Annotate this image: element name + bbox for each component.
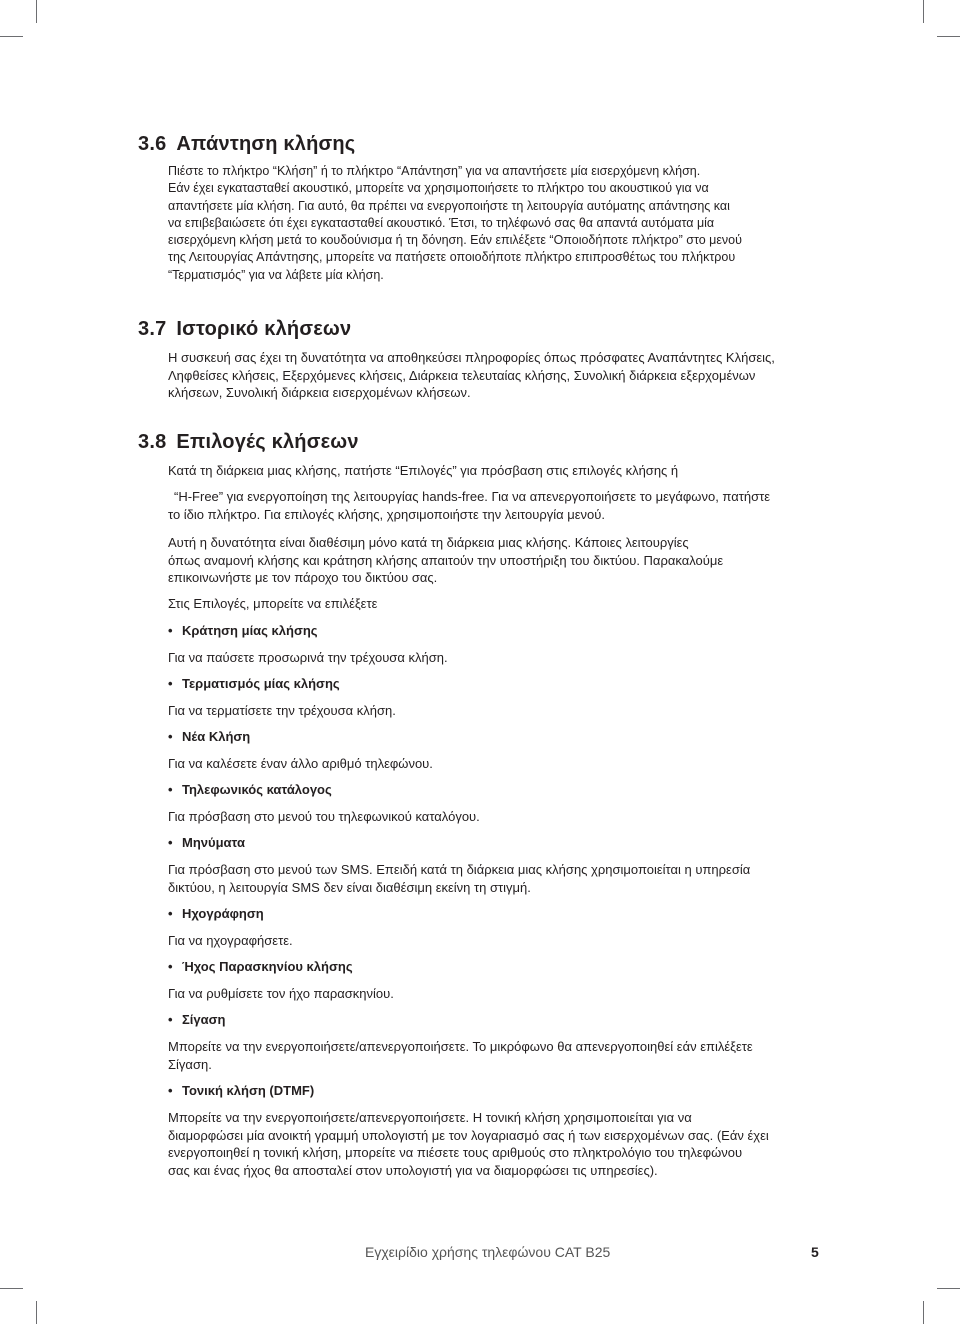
- option-description: [168, 702, 828, 720]
- text-line: το ίδιο πλήκτρο. Για επιλογές κλήσης, χρησιμοποιήστε την λειτουργία μενού.: [168, 506, 605, 522]
- crop-mark: [923, 1301, 924, 1324]
- text-line: επικοινωνήστε με τον πάροχο του δικτύου σας.: [168, 570, 438, 586]
- section-number: 3.6: [138, 133, 167, 155]
- option-item: [168, 1011, 225, 1029]
- bullet-icon: •: [168, 782, 173, 797]
- section-title: Επιλογές κλήσεων: [176, 431, 359, 453]
- crop-mark: [36, 1301, 37, 1324]
- bullet-icon: •: [168, 1012, 173, 1027]
- text-line: απαντήσετε μία κλήση. Για αυτό, θα πρέπει να ενεργοποιήστε τη λειτουργία αυτόματης απάντησης και: [168, 198, 730, 213]
- text-line: Σίγαση.: [168, 1056, 212, 1072]
- text-line: Μπορείτε να την ενεργοποιήσετε/απενεργοποιήσετε. Η τονική κλήση χρησιμοποιείται για να: [168, 1110, 692, 1125]
- option-title: Ηχογράφηση: [182, 906, 264, 921]
- option-title: Τονική κλήση (DTMF): [182, 1083, 315, 1098]
- option-item: [168, 834, 245, 852]
- bullet-icon: •: [168, 1083, 173, 1098]
- text-line: Πιέστε το πλήκτρο “Κλήση” ή το πλήκτρο “Απάντηση” για να απαντήσετε μία εισερχόμενη κλήση.: [168, 164, 701, 178]
- text-line: διαμορφώσει μία ανοικτή γραμμή υπολογιστή με τον λογαριασμό σας ή των εισερχομένων σας. (Εάν έχει: [168, 1127, 769, 1143]
- text-line: ενεργοποιηθεί η τονική κλήση, μπορείτε να πιέσετε τους αριθμούς στο πληκτρολόγιο του τηλεφώνου: [168, 1145, 743, 1161]
- section-3-7-body: [168, 349, 828, 402]
- option-item: [168, 675, 340, 693]
- option-description: [168, 985, 828, 1003]
- option-description: [168, 1109, 828, 1179]
- option-item: [168, 905, 264, 923]
- bullet-icon: •: [168, 835, 173, 850]
- option-item: [168, 728, 250, 746]
- intro-paragraph: [168, 462, 828, 480]
- option-title: Μηνύματα: [182, 835, 245, 850]
- section-number: 3.7: [138, 318, 167, 340]
- crop-mark: [937, 36, 960, 37]
- text-line: Για να ρυθμίσετε τον ήχο παρασκηνίου.: [168, 986, 394, 1001]
- text-line: σας και ένας ήχος θα αποσταλεί στον υπολογιστή για να διαμορφώσει τις υπηρεσίες).: [168, 1162, 658, 1178]
- bullet-icon: •: [168, 959, 173, 974]
- text-line: Εάν έχει εγκατασταθεί ακουστικό, μπορείτε να χρησιμοποιήσετε το πλήκτρο του ακουστικού για να: [168, 181, 709, 196]
- text-line: Για πρόσβαση στο μενού των SMS. Επειδή κατά τη διάρκεια μιας κλήσης χρησιμοποιείται η υπηρεσία: [168, 862, 751, 877]
- section-heading-3-7: [138, 318, 351, 341]
- option-item: [168, 622, 318, 640]
- page-number: 5: [811, 1244, 819, 1260]
- text-line: όπως αναμονή κλήσης και κράτηση κλήσης απαιτούν την υποστήριξη του δικτύου. Παρακαλούμε: [168, 552, 724, 568]
- text-line: κλήσεων, Συνολική διάρκεια εισερχομένων κλήσεων.: [168, 385, 471, 401]
- text-line: “H-Free” για ενεργοποίηση της λειτουργίας hands-free. Για να απενεργοποιήσετε το μεγάφωνο, πατήστε: [174, 489, 771, 504]
- option-item: [168, 1082, 314, 1100]
- option-title: Τηλεφωνικός κατάλογος: [182, 782, 332, 797]
- intro-paragraph: [168, 534, 828, 587]
- section-title: Απάντηση κλήσης: [176, 133, 356, 155]
- option-description: [168, 808, 828, 826]
- text-line: Για να καλέσετε έναν άλλο αριθμό τηλεφώνου.: [168, 756, 433, 771]
- section-number: 3.8: [138, 431, 167, 453]
- intro-paragraph: [168, 488, 828, 523]
- footer-manual-title: Εγχειρίδιο χρήσης τηλεφώνου CAT B25: [365, 1244, 611, 1260]
- text-line: Για να ηχογραφήσετε.: [168, 933, 293, 948]
- text-line: Για να παύσετε προσωρινά την τρέχουσα κλήση.: [168, 650, 448, 665]
- bullet-icon: •: [168, 623, 173, 638]
- text-line: της Λειτουργίας Απάντησης, μπορείτε να πατήσετε οποιοδήποτε πλήκτρο επιπροσθέτως του πλήκτρου: [168, 250, 736, 265]
- option-title: Κράτηση μίας κλήσης: [182, 623, 318, 638]
- section-title: Ιστορικό κλήσεων: [176, 318, 352, 340]
- crop-mark: [36, 0, 37, 23]
- text-line: Για πρόσβαση στο μενού του τηλεφωνικού καταλόγου.: [168, 809, 480, 824]
- crop-mark: [0, 1288, 23, 1289]
- option-description: [168, 755, 828, 773]
- option-description: [168, 861, 828, 896]
- bullet-icon: •: [168, 676, 173, 691]
- option-title: Τερματισμός μίας κλήσης: [182, 676, 340, 691]
- option-title: Σίγαση: [182, 1012, 226, 1027]
- crop-mark: [923, 0, 924, 23]
- bullet-icon: •: [168, 906, 173, 921]
- text-line: εισερχόμενη κλήση μετά το κουδούνισμα ή τη δόνηση. Εάν επιλέξετε “Οποιοδήποτε πλήκτρο” στο μενού: [168, 233, 742, 248]
- text-line: Ληφθείσες κλήσεις, Εξερχόμενες κλήσεις, Διάρκεια τελευταίας κλήσης, Συνολική διάρκεια εξερχομένων: [168, 367, 756, 383]
- crop-mark: [0, 36, 23, 37]
- text-line: Αυτή η δυνατότητα είναι διαθέσιμη μόνο κατά τη διάρκεια μιας κλήσης. Κάποιες λειτουργίες: [168, 535, 689, 550]
- option-title: Ήχος Παρασκηνίου κλήσης: [182, 959, 353, 974]
- text-line: Στις Επιλογές, μπορείτε να επιλέξετε: [168, 596, 378, 611]
- text-line: Η συσκευή σας έχει τη δυνατότητα να αποθηκεύσει πληροφορίες όπως πρόσφατες Αναπάντητες Κλήσεις,: [168, 350, 775, 365]
- intro-paragraph: [168, 595, 828, 613]
- text-line: να επιβεβαιώσετε ότι έχει εγκατασταθεί ακουστικό. Έτσι, το τηλέφωνό σας θα απαντά αυτόματα μία: [168, 215, 715, 230]
- bullet-icon: •: [168, 729, 173, 744]
- text-line: Μπορείτε να την ενεργοποιήσετε/απενεργοποιήσετε. Το μικρόφωνο θα απενεργοποιηθεί εάν επιλέξετε: [168, 1039, 753, 1054]
- option-item: [168, 958, 353, 976]
- option-item: [168, 781, 332, 799]
- section-heading-3-6: [138, 133, 355, 156]
- option-description: [168, 1038, 828, 1073]
- option-description: [168, 649, 828, 667]
- text-line: Για να τερματίσετε την τρέχουσα κλήση.: [168, 703, 396, 718]
- text-line: δικτύου, η λειτουργία SMS δεν είναι διαθέσιμη εκείνη τη στιγμή.: [168, 879, 531, 895]
- option-description: [168, 932, 828, 950]
- crop-mark: [937, 1288, 960, 1289]
- option-title: Νέα Κλήση: [182, 729, 251, 744]
- section-heading-3-8: [138, 431, 359, 454]
- section-3-6-body: [168, 163, 828, 284]
- text-line: “Τερματισμός” για να λάβετε μία κλήση.: [168, 267, 384, 282]
- text-line: Κατά τη διάρκεια μιας κλήσης, πατήστε “Επιλογές” για πρόσβαση στις επιλογές κλήσης ή: [168, 463, 679, 478]
